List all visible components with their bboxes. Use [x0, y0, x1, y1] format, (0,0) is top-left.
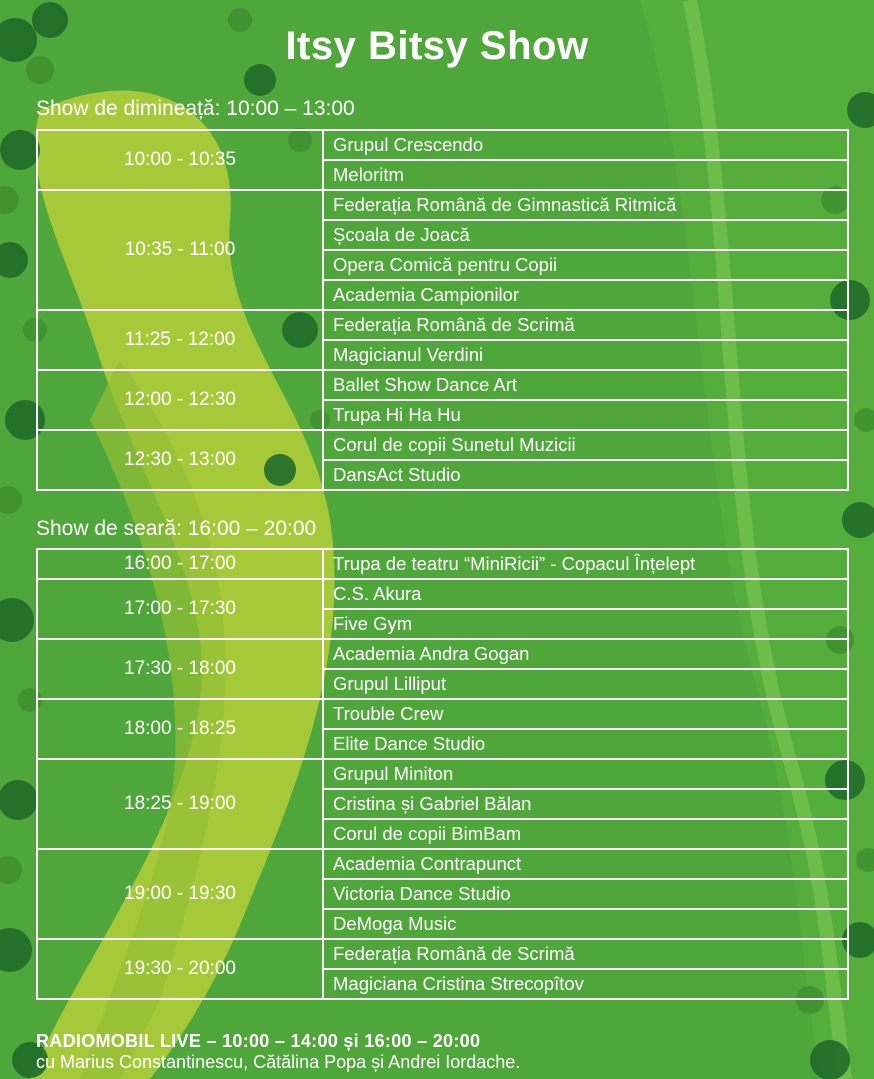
footer: [36, 1031, 856, 1073]
time-slot: 17:00 - 17:30: [37, 579, 323, 639]
morning-heading: Show de dimineață: 10:00 – 13:00: [36, 97, 355, 120]
performer-name: Academia Campionilor: [323, 280, 848, 310]
schedule-row: [37, 310, 848, 340]
performer-name: Magiciana Cristina Strecopîtov: [323, 969, 848, 999]
schedule-row: [37, 579, 848, 609]
performer-name: Federația Română de Scrimă: [323, 310, 848, 340]
time-slot: 11:25 - 12:00: [37, 310, 323, 370]
performer-name: Five Gym: [323, 609, 848, 639]
performer-name: DeMoga Music: [323, 909, 848, 939]
performer-name: Academia Andra Gogan: [323, 639, 848, 669]
performer-name: Meloritm: [323, 160, 848, 190]
performer-name: Corul de copii BimBam: [323, 819, 848, 849]
evening-heading: Show de seară: 16:00 – 20:00: [36, 517, 317, 540]
time-slot: 12:30 - 13:00: [37, 430, 323, 490]
footer-radio-line: RADIOMOBIL LIVE – 10:00 – 14:00 și 16:00 – 20:00: [36, 1031, 481, 1051]
performer-name: Federația Română de Gimnastică Ritmică: [323, 190, 848, 220]
time-slot: 19:30 - 20:00: [37, 939, 323, 999]
footer-hosts-line: cu Marius Constantinescu, Cătălina Popa și Andrei Iordache.: [36, 1052, 521, 1072]
performer-name: Trupa Hi Ha Hu: [323, 400, 848, 430]
performer-name: Opera Comică pentru Copii: [323, 250, 848, 280]
morning-schedule-table: [36, 129, 849, 491]
performer-name: Federația Română de Scrimă: [323, 939, 848, 969]
time-slot: 16:00 - 17:00: [37, 549, 323, 579]
performer-name: Victoria Dance Studio: [323, 879, 848, 909]
performer-name: C.S. Akura: [323, 579, 848, 609]
performer-name: Trupa de teatru “MiniRicii” - Copacul Înțelept: [323, 549, 848, 579]
performer-name: Elite Dance Studio: [323, 729, 848, 759]
performer-name: Academia Contrapunct: [323, 849, 848, 879]
schedule-row: [37, 639, 848, 669]
schedule-row: [37, 759, 848, 789]
schedule-row: [37, 430, 848, 460]
performer-name: Grupul Lilliput: [323, 669, 848, 699]
performer-name: Cristina și Gabriel Bălan: [323, 789, 848, 819]
schedule-row: [37, 370, 848, 400]
time-slot: 18:00 - 18:25: [37, 699, 323, 759]
schedule-row: [37, 549, 848, 579]
performer-name: DansAct Studio: [323, 460, 848, 490]
time-slot: 18:25 - 19:00: [37, 759, 323, 849]
page-title: Itsy Bitsy Show: [285, 24, 589, 68]
performer-name: Trouble Crew: [323, 699, 848, 729]
performer-name: Grupul Crescendo: [323, 130, 848, 160]
schedule-row: [37, 190, 848, 220]
performer-name: Magicianul Verdini: [323, 340, 848, 370]
schedule-row: [37, 130, 848, 160]
schedule-row: [37, 849, 848, 879]
performer-name: Ballet Show Dance Art: [323, 370, 848, 400]
performer-name: Grupul Miniton: [323, 759, 848, 789]
time-slot: 17:30 - 18:00: [37, 639, 323, 699]
performer-name: Școala de Joacă: [323, 220, 848, 250]
time-slot: 10:35 - 11:00: [37, 190, 323, 310]
schedule-row: [37, 699, 848, 729]
performer-name: Corul de copii Sunetul Muzicii: [323, 430, 848, 460]
evening-schedule-table: [36, 548, 849, 1000]
time-slot: 12:00 - 12:30: [37, 370, 323, 430]
schedule-row: [37, 939, 848, 969]
time-slot: 19:00 - 19:30: [37, 849, 323, 939]
time-slot: 10:00 - 10:35: [37, 130, 323, 190]
